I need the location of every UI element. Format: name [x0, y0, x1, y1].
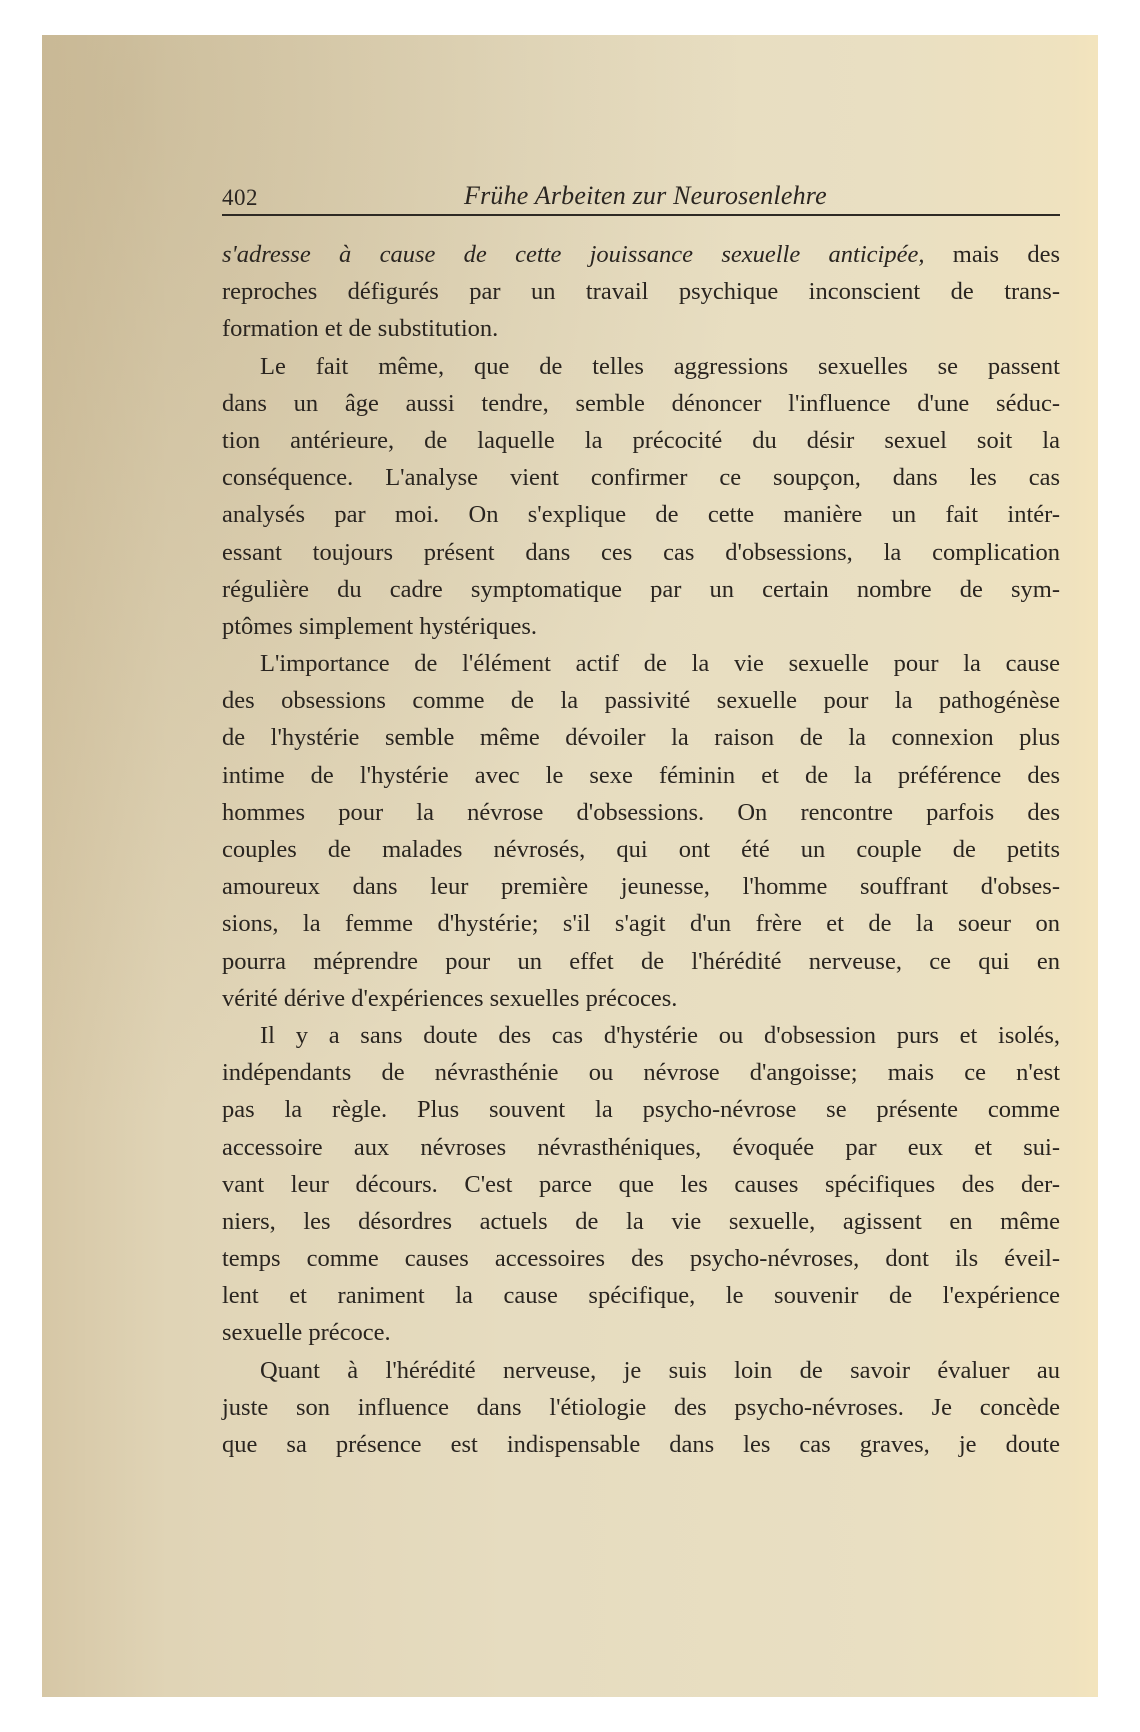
page-number: 402 — [222, 185, 258, 210]
text-line: temps comme causes accessoires des psycho-névroses, dont ils éveil- — [222, 1245, 1060, 1273]
text-line: couples de malades névrosés, qui ont été un couple de petits — [222, 836, 1060, 863]
text-line: intime de l'hystérie avec le sexe féminin et de la préférence des — [222, 761, 1060, 789]
running-title: Frühe Arbeiten zur Neurosenlehre — [464, 181, 827, 210]
italic-phrase: s'adresse à cause de cette jouissance sexuelle anticipée, — [222, 241, 925, 268]
text-line: que sa présence est indispensable dans les cas graves, je doute — [222, 1431, 1060, 1458]
text-line: ptômes simplement hystériques. — [222, 612, 538, 640]
paragraph — [222, 1017, 1060, 1352]
text-line: lent et raniment la cause spécifique, le souvenir de l'expérience — [222, 1282, 1060, 1310]
text-line: vant leur décours. C'est parce que les causes spécifiques des der- — [222, 1170, 1060, 1198]
text-line: Le fait même, que de telles aggressions sexuelles se passent — [260, 352, 1060, 380]
text-line: sexuelle précoce. — [222, 1319, 391, 1347]
paragraph — [222, 1352, 1060, 1464]
paragraph — [222, 236, 1060, 348]
text-line: tion antérieure, de laquelle la précocité du désir sexuel soit la — [222, 426, 1060, 454]
text-line: reproches défigurés par un travail psychique inconscient de trans- — [222, 278, 1060, 306]
text-line: juste son influence dans l'étiologie des psycho-névroses. Je concède — [222, 1393, 1060, 1421]
header-rule — [222, 214, 1060, 216]
paragraph — [222, 645, 1060, 1017]
body-text — [222, 236, 1060, 1463]
text-line: vérité dérive d'expériences sexuelles précoces. — [222, 984, 678, 1012]
text-line: régulière du cadre symptomatique par un certain nombre de sym- — [222, 575, 1060, 603]
text-line: formation et de substitution. — [222, 315, 499, 343]
text-line: Quant à l'hérédité nerveuse, je suis loin de savoir évaluer au — [260, 1356, 1060, 1384]
text-line: L'importance de l'élément actif de la vie sexuelle pour la cause — [260, 650, 1060, 678]
text-line: pas la règle. Plus souvent la psycho-névrose se présente comme — [222, 1096, 1060, 1124]
text-line: accessoire aux névroses névrasthéniques, évoquée par eux et sui- — [222, 1133, 1060, 1161]
text-line: pourra méprendre pour un effet de l'hérédité nerveuse, ce qui en — [222, 947, 1060, 975]
text-line: s'adresse à cause de cette jouissance sexuelle anticipée, mais des — [222, 241, 1061, 268]
book-page — [42, 35, 1098, 1697]
text-line: Il y a sans doute des cas d'hystérie ou d'obsession purs et isolés, — [260, 1021, 1060, 1049]
text-line: dans un âge aussi tendre, semble dénoncer l'influence d'une séduc- — [222, 389, 1060, 417]
text-line: analysés par moi. On s'explique de cette manière un fait intér- — [222, 501, 1060, 529]
text-line: niers, les désordres actuels de la vie sexuelle, agissent en même — [222, 1207, 1060, 1235]
paragraph — [222, 348, 1060, 646]
text-line: essant toujours présent dans ces cas d'obsessions, la complication — [222, 538, 1060, 566]
text-line: amoureux dans leur première jeunesse, l'homme souffrant d'obses- — [222, 873, 1060, 901]
text-line: hommes pour la névrose d'obsessions. On rencontre parfois des — [222, 798, 1060, 826]
running-head — [222, 177, 1060, 213]
text-line: des obsessions comme de la passivité sexuelle pour la pathogénèse — [222, 687, 1060, 715]
text-line: de l'hystérie semble même dévoiler la raison de la connexion plus — [222, 724, 1060, 752]
text-line: conséquence. L'analyse vient confirmer ce soupçon, dans les cas — [222, 464, 1060, 492]
text-line: sions, la femme d'hystérie; s'il s'agit d'un frère et de la soeur on — [222, 910, 1060, 938]
text-line: indépendants de névrasthénie ou névrose d'angoisse; mais ce n'est — [222, 1059, 1060, 1087]
